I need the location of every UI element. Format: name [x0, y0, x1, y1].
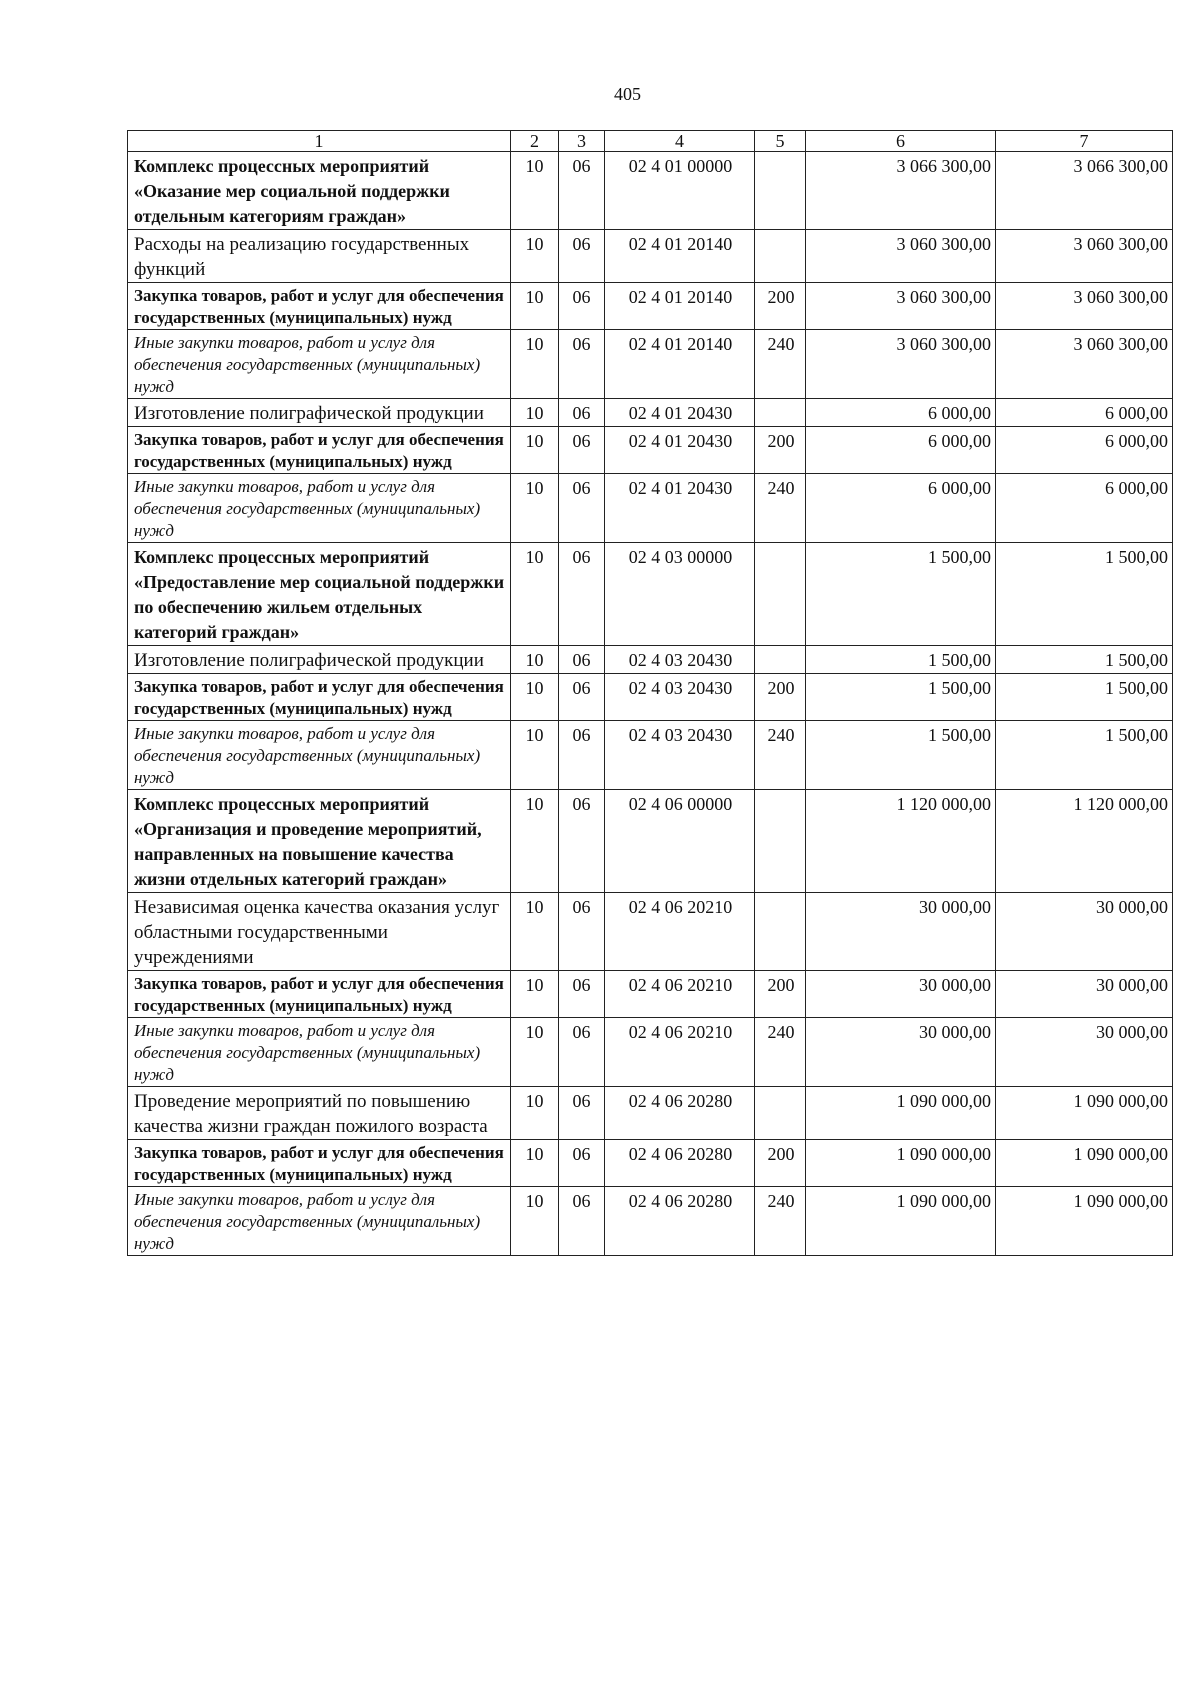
table-row — [128, 971, 1173, 1018]
subsection-code: 06 — [559, 1140, 605, 1187]
header-cell: 5 — [755, 131, 806, 152]
row-name: Закупка товаров, работ и услуг для обеспечения государственных (муниципальных) нужд — [128, 1140, 511, 1187]
amount-col7: 3 060 300,00 — [996, 230, 1173, 283]
table-row — [128, 1018, 1173, 1087]
target-article-code: 02 4 03 00000 — [605, 543, 755, 646]
target-article-code: 02 4 06 20280 — [605, 1087, 755, 1140]
row-name: Проведение мероприятий по повышению качества жизни граждан пожилого возраста — [128, 1087, 511, 1140]
row-name: Комплекс процессных мероприятий «Организация и проведение мероприятий, направленных на повышение качества жизни отдельных категорий граждан» — [128, 790, 511, 893]
section-code: 10 — [511, 646, 559, 674]
header-cell: 1 — [128, 131, 511, 152]
section-code: 10 — [511, 971, 559, 1018]
expense-type-code — [755, 399, 806, 427]
amount-col6: 1 500,00 — [806, 646, 996, 674]
expense-type-code — [755, 1087, 806, 1140]
section-code: 10 — [511, 427, 559, 474]
table-row — [128, 646, 1173, 674]
budget-table — [127, 130, 1173, 1256]
amount-col7: 1 090 000,00 — [996, 1187, 1173, 1256]
table-row — [128, 330, 1173, 399]
expense-type-code — [755, 152, 806, 230]
expense-type-code: 240 — [755, 330, 806, 399]
subsection-code: 06 — [559, 543, 605, 646]
header-cell: 2 — [511, 131, 559, 152]
row-name: Закупка товаров, работ и услуг для обеспечения государственных (муниципальных) нужд — [128, 283, 511, 330]
target-article-code: 02 4 06 20280 — [605, 1140, 755, 1187]
subsection-code: 06 — [559, 283, 605, 330]
amount-col7: 1 090 000,00 — [996, 1140, 1173, 1187]
target-article-code: 02 4 03 20430 — [605, 674, 755, 721]
row-name: Иные закупки товаров, работ и услуг для обеспечения государственных (муниципальных) нужд — [128, 474, 511, 543]
header-cell: 7 — [996, 131, 1173, 152]
expense-type-code — [755, 646, 806, 674]
table-row — [128, 474, 1173, 543]
section-code: 10 — [511, 230, 559, 283]
row-name: Иные закупки товаров, работ и услуг для обеспечения государственных (муниципальных) нужд — [128, 721, 511, 790]
section-code: 10 — [511, 152, 559, 230]
row-name: Расходы на реализацию государственных функций — [128, 230, 511, 283]
subsection-code: 06 — [559, 674, 605, 721]
amount-col6: 1 090 000,00 — [806, 1187, 996, 1256]
section-code: 10 — [511, 674, 559, 721]
target-article-code: 02 4 06 20210 — [605, 893, 755, 971]
amount-col6: 1 500,00 — [806, 721, 996, 790]
subsection-code: 06 — [559, 474, 605, 543]
amount-col6: 3 060 300,00 — [806, 230, 996, 283]
target-article-code: 02 4 01 00000 — [605, 152, 755, 230]
header-cell: 3 — [559, 131, 605, 152]
amount-col6: 3 060 300,00 — [806, 330, 996, 399]
amount-col6: 1 120 000,00 — [806, 790, 996, 893]
table-row — [128, 893, 1173, 971]
expense-type-code: 200 — [755, 427, 806, 474]
section-code: 10 — [511, 543, 559, 646]
amount-col6: 3 060 300,00 — [806, 283, 996, 330]
expense-type-code: 240 — [755, 474, 806, 543]
header-cell: 4 — [605, 131, 755, 152]
amount-col6: 3 066 300,00 — [806, 152, 996, 230]
subsection-code: 06 — [559, 646, 605, 674]
table-row — [128, 543, 1173, 646]
amount-col6: 30 000,00 — [806, 971, 996, 1018]
table-row — [128, 1140, 1173, 1187]
expense-type-code — [755, 893, 806, 971]
amount-col7: 30 000,00 — [996, 1018, 1173, 1087]
target-article-code: 02 4 01 20430 — [605, 474, 755, 543]
expense-type-code: 240 — [755, 1187, 806, 1256]
amount-col6: 30 000,00 — [806, 893, 996, 971]
amount-col6: 1 500,00 — [806, 543, 996, 646]
table-body — [128, 131, 1173, 1256]
amount-col6: 1 500,00 — [806, 674, 996, 721]
table-row — [128, 1087, 1173, 1140]
amount-col7: 1 500,00 — [996, 674, 1173, 721]
target-article-code: 02 4 06 20280 — [605, 1187, 755, 1256]
section-code: 10 — [511, 1187, 559, 1256]
section-code: 10 — [511, 283, 559, 330]
amount-col7: 1 500,00 — [996, 646, 1173, 674]
expense-type-code: 200 — [755, 1140, 806, 1187]
subsection-code: 06 — [559, 330, 605, 399]
table-row — [128, 721, 1173, 790]
row-name: Закупка товаров, работ и услуг для обеспечения государственных (муниципальных) нужд — [128, 971, 511, 1018]
amount-col6: 1 090 000,00 — [806, 1087, 996, 1140]
subsection-code: 06 — [559, 971, 605, 1018]
row-name: Комплекс процессных мероприятий «Предоставление мер социальной поддержки по обеспечению жильем отдельных категорий граждан» — [128, 543, 511, 646]
expense-type-code: 200 — [755, 283, 806, 330]
section-code: 10 — [511, 790, 559, 893]
amount-col7: 6 000,00 — [996, 474, 1173, 543]
subsection-code: 06 — [559, 893, 605, 971]
header-row — [128, 131, 1173, 152]
section-code: 10 — [511, 330, 559, 399]
target-article-code: 02 4 01 20430 — [605, 427, 755, 474]
target-article-code: 02 4 01 20140 — [605, 230, 755, 283]
amount-col6: 6 000,00 — [806, 399, 996, 427]
section-code: 10 — [511, 474, 559, 543]
table-row — [128, 674, 1173, 721]
section-code: 10 — [511, 893, 559, 971]
table-row — [128, 427, 1173, 474]
subsection-code: 06 — [559, 1018, 605, 1087]
table-row — [128, 790, 1173, 893]
amount-col7: 3 060 300,00 — [996, 283, 1173, 330]
expense-type-code — [755, 230, 806, 283]
expense-type-code: 240 — [755, 721, 806, 790]
target-article-code: 02 4 01 20140 — [605, 330, 755, 399]
amount-col7: 30 000,00 — [996, 971, 1173, 1018]
expense-type-code — [755, 790, 806, 893]
amount-col7: 3 066 300,00 — [996, 152, 1173, 230]
section-code: 10 — [511, 1018, 559, 1087]
amount-col6: 1 090 000,00 — [806, 1140, 996, 1187]
target-article-code: 02 4 06 20210 — [605, 1018, 755, 1087]
amount-col7: 6 000,00 — [996, 399, 1173, 427]
expense-type-code: 200 — [755, 971, 806, 1018]
amount-col7: 1 500,00 — [996, 721, 1173, 790]
amount-col7: 1 500,00 — [996, 543, 1173, 646]
section-code: 10 — [511, 1140, 559, 1187]
target-article-code: 02 4 03 20430 — [605, 646, 755, 674]
expense-type-code: 240 — [755, 1018, 806, 1087]
amount-col6: 6 000,00 — [806, 427, 996, 474]
amount-col7: 30 000,00 — [996, 893, 1173, 971]
section-code: 10 — [511, 399, 559, 427]
subsection-code: 06 — [559, 230, 605, 283]
row-name: Иные закупки товаров, работ и услуг для обеспечения государственных (муниципальных) нужд — [128, 330, 511, 399]
table-row — [128, 1187, 1173, 1256]
row-name: Изготовление полиграфической продукции — [128, 646, 511, 674]
table-row — [128, 399, 1173, 427]
amount-col7: 1 090 000,00 — [996, 1087, 1173, 1140]
subsection-code: 06 — [559, 399, 605, 427]
row-name: Иные закупки товаров, работ и услуг для обеспечения государственных (муниципальных) нужд — [128, 1187, 511, 1256]
page-number: 405 — [614, 84, 641, 104]
row-name: Независимая оценка качества оказания услуг областными государственными учреждениями — [128, 893, 511, 971]
amount-col7: 6 000,00 — [996, 427, 1173, 474]
header-cell: 6 — [806, 131, 996, 152]
subsection-code: 06 — [559, 427, 605, 474]
amount-col7: 1 120 000,00 — [996, 790, 1173, 893]
target-article-code: 02 4 01 20430 — [605, 399, 755, 427]
subsection-code: 06 — [559, 1087, 605, 1140]
target-article-code: 02 4 06 20210 — [605, 971, 755, 1018]
subsection-code: 06 — [559, 721, 605, 790]
section-code: 10 — [511, 1087, 559, 1140]
row-name: Закупка товаров, работ и услуг для обеспечения государственных (муниципальных) нужд — [128, 427, 511, 474]
target-article-code: 02 4 03 20430 — [605, 721, 755, 790]
row-name: Изготовление полиграфической продукции — [128, 399, 511, 427]
section-code: 10 — [511, 721, 559, 790]
subsection-code: 06 — [559, 152, 605, 230]
subsection-code: 06 — [559, 1187, 605, 1256]
target-article-code: 02 4 06 00000 — [605, 790, 755, 893]
amount-col7: 3 060 300,00 — [996, 330, 1173, 399]
table-row — [128, 283, 1173, 330]
subsection-code: 06 — [559, 790, 605, 893]
table-row — [128, 230, 1173, 283]
expense-type-code — [755, 543, 806, 646]
row-name: Закупка товаров, работ и услуг для обеспечения государственных (муниципальных) нужд — [128, 674, 511, 721]
expense-type-code: 200 — [755, 674, 806, 721]
amount-col6: 30 000,00 — [806, 1018, 996, 1087]
amount-col6: 6 000,00 — [806, 474, 996, 543]
row-name: Комплекс процессных мероприятий «Оказание мер социальной поддержки отдельным категориям граждан» — [128, 152, 511, 230]
target-article-code: 02 4 01 20140 — [605, 283, 755, 330]
table-row — [128, 152, 1173, 230]
row-name: Иные закупки товаров, работ и услуг для обеспечения государственных (муниципальных) нужд — [128, 1018, 511, 1087]
